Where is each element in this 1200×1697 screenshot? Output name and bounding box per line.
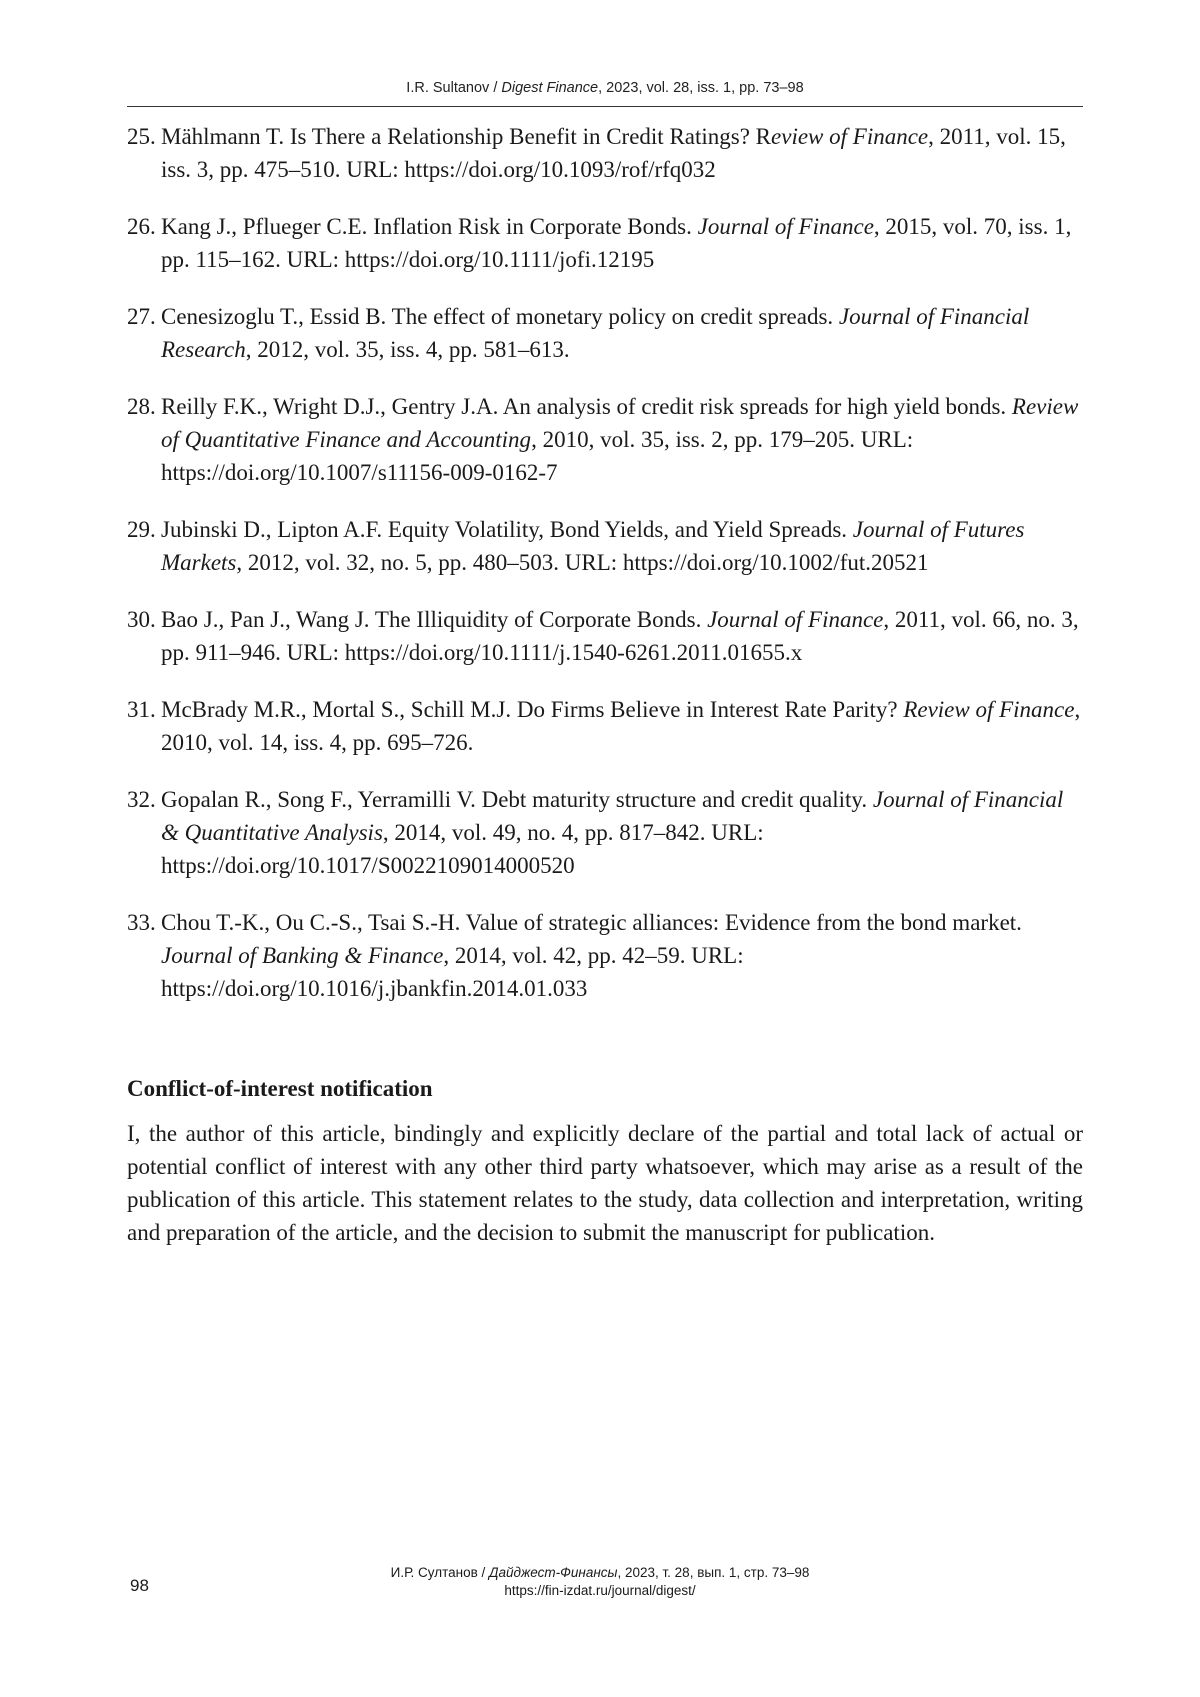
footer-citation xyxy=(300,1564,900,1582)
reference-journal: Journal of Finance xyxy=(697,214,874,239)
reference-number: 26. xyxy=(127,214,156,239)
reference-details: , 2012, vol. 32, no. 5, pp. 480–503. URL: https://doi.org/10.1002/fut.20521 xyxy=(236,550,929,575)
header-journal: Digest Finance xyxy=(501,80,599,96)
reference-number: 32. xyxy=(127,787,156,812)
reference-journal: Journal of Financial Research xyxy=(161,304,1030,362)
conflict-of-interest-statement: I, the author of this article, bindingly and explicitly declare of the partial and total lack of actual or potential conflict of interest with any other third party whatsoever, which may arise as a result of the publication of this article. This statement relates to the study, data collection and interpretation, writing and preparation of the article, and the decision to submit the manuscript for publication. xyxy=(127,1121,1083,1245)
conflict-of-interest-heading: Conflict-of-interest notification xyxy=(127,1076,433,1101)
reference-authors-title: Chou T.-K., Ou C.-S., Tsai S.-H. Value of strategic alliances: Evidence from the bond market. xyxy=(161,910,1022,935)
footer-journal: Дайджест-Финансы xyxy=(489,1565,618,1580)
reference-details: , 2014, vol. 42, pp. 42–59. URL: https://doi.org/10.1016/j.jbankfin.2014.01.033 xyxy=(161,943,744,1001)
reference-28 xyxy=(127,390,1083,489)
header-details: , 2023, vol. 28, iss. 1, pp. 73–98 xyxy=(598,80,804,96)
reference-journal: Review of Quantitative Finance and Accounting xyxy=(161,394,1079,452)
reference-journal: Review of Finance xyxy=(903,697,1075,722)
reference-number: 33. xyxy=(127,910,156,935)
reference-32 xyxy=(127,783,1083,882)
reference-details: , 2012, vol. 35, iss. 4, pp. 581–613. xyxy=(245,337,570,362)
reference-31 xyxy=(127,693,1083,759)
reference-details: , 2014, vol. 49, no. 4, pp. 817–842. URL: https://doi.org/10.1017/S0022109014000520 xyxy=(161,820,764,878)
running-footer xyxy=(300,1564,900,1600)
reference-26 xyxy=(127,210,1083,276)
reference-authors-title: Jubinski D., Lipton A.F. Equity Volatility, Bond Yields, and Yield Spreads. xyxy=(161,517,853,542)
header-divider xyxy=(127,106,1083,107)
reference-33 xyxy=(127,906,1083,1005)
reference-30 xyxy=(127,603,1083,669)
reference-details: , 2010, vol. 35, iss. 2, pp. 179–205. URL: https://doi.org/10.1007/s11156-009-0162-7 xyxy=(161,427,914,485)
reference-authors-title: Kang J., Pflueger C.E. Inflation Risk in Corporate Bonds. xyxy=(161,214,698,239)
reference-journal: Journal of Financial & Quantitative Analysis xyxy=(161,787,1064,845)
reference-authors-title: Bao J., Pan J., Wang J. The Illiquidity of Corporate Bonds. xyxy=(161,607,708,632)
reference-authors-title: Cenesizoglu T., Essid B. The effect of monetary policy on credit spreads. xyxy=(161,304,839,329)
reference-authors-title: Mählmann T. Is There a Relationship Benefit in Credit Ratings? R xyxy=(161,124,772,149)
reference-25 xyxy=(127,120,1083,186)
page-number: 98 xyxy=(130,1576,149,1595)
reference-authors-title: Gopalan R., Song F., Yerramilli V. Debt maturity structure and credit quality. xyxy=(161,787,873,812)
reference-details: , 2011, vol. 15, iss. 3, pp. 475–510. URL: https://doi.org/10.1093/rof/rfq032 xyxy=(161,124,1066,182)
reference-list xyxy=(127,120,1083,1029)
reference-number: 25. xyxy=(127,124,156,149)
reference-29 xyxy=(127,513,1083,579)
reference-details: , 2010, vol. 14, iss. 4, pp. 695–726. xyxy=(161,697,1081,755)
reference-number: 28. xyxy=(127,394,156,419)
reference-authors-title: Reilly F.K., Wright D.J., Gentry J.A. An analysis of credit risk spreads for high yield bonds. xyxy=(161,394,1012,419)
reference-number: 30. xyxy=(127,607,156,632)
reference-details: , 2015, vol. 70, iss. 1, pp. 115–162. URL: https://doi.org/10.1111/jofi.12195 xyxy=(161,214,1072,272)
running-header xyxy=(127,80,1083,96)
footer-url: https://fin-izdat.ru/journal/digest/ xyxy=(504,1583,696,1598)
reference-number: 29. xyxy=(127,517,156,542)
reference-details: , 2011, vol. 66, no. 3, pp. 911–946. URL: https://doi.org/10.1111/j.1540-6261.2011.01655.x xyxy=(161,607,1079,665)
header-author: I.R. Sultanov / xyxy=(406,80,502,96)
reference-number: 27. xyxy=(127,304,156,329)
reference-journal: Journal of Futures Markets xyxy=(161,517,1025,575)
reference-journal: Journal of Banking & Finance xyxy=(161,943,444,968)
reference-number: 31. xyxy=(127,697,156,722)
reference-authors-title: McBrady M.R., Mortal S., Schill M.J. Do Firms Believe in Interest Rate Parity? xyxy=(161,697,904,722)
footer-author: И.Р. Султанов / xyxy=(390,1565,490,1580)
reference-journal: eview of Finance xyxy=(771,124,929,149)
conflict-of-interest-section xyxy=(127,1072,1083,1249)
reference-27 xyxy=(127,300,1083,366)
footer-details: , 2023, т. 28, вып. 1, стр. 73–98 xyxy=(617,1565,810,1580)
reference-journal: Journal of Finance xyxy=(707,607,884,632)
